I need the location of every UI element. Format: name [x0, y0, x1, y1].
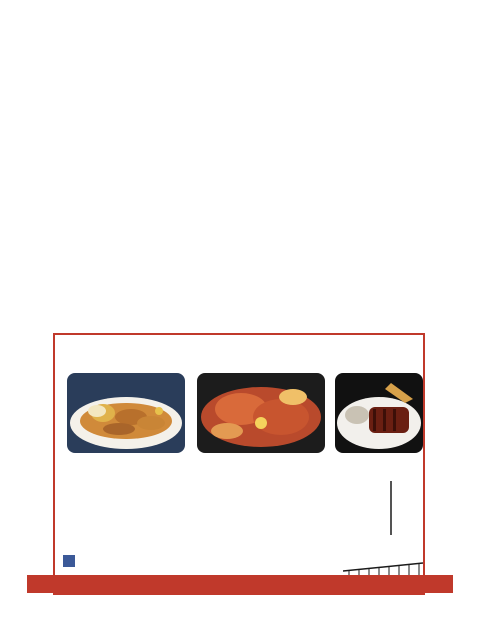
holly-border-icon — [27, 311, 51, 616]
article-left-column — [36, 22, 237, 32]
pier-logo-icon — [343, 475, 423, 587]
restaurant-ad — [27, 311, 453, 616]
holly-border-icon — [27, 594, 453, 616]
holly-border-icon — [429, 311, 453, 616]
holly-border-icon — [27, 311, 453, 333]
ribs-photo — [335, 373, 423, 453]
article-right-column — [247, 22, 447, 32]
ad-panel — [51, 333, 429, 595]
broiled-platter-photo — [197, 373, 325, 453]
facebook-icon[interactable] — [63, 555, 75, 567]
website-url[interactable] — [27, 575, 453, 593]
fried-seafood-photo — [67, 373, 185, 453]
